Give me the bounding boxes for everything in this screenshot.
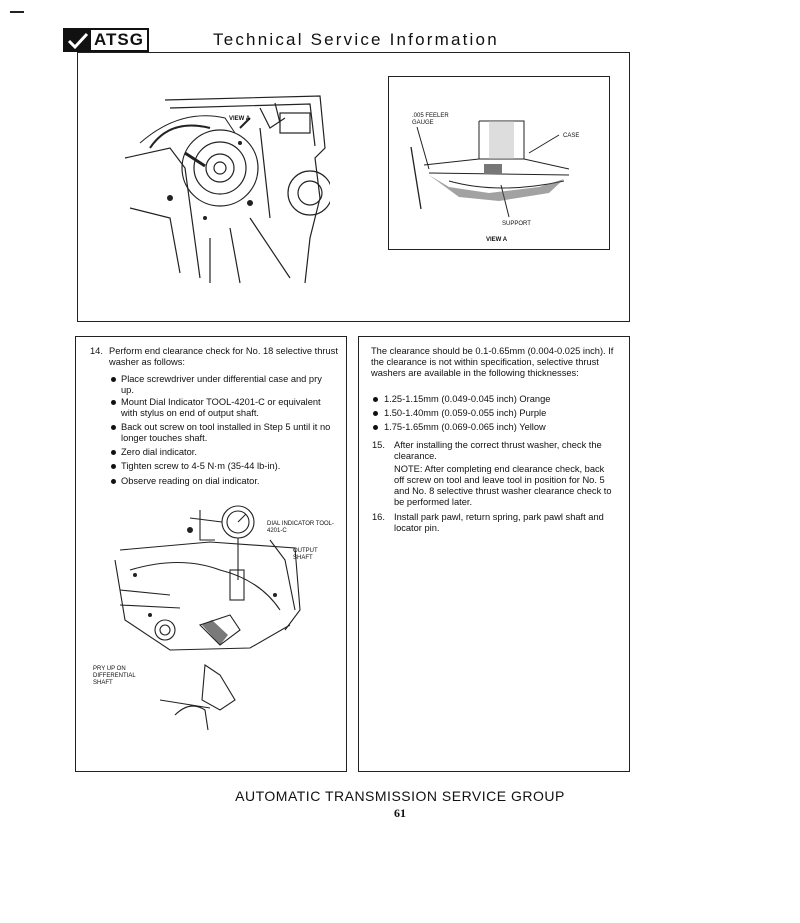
logo-text: ATSG: [94, 30, 144, 49]
inset-view-a-label: VIEW A: [486, 237, 508, 243]
step-16-number: 16.: [372, 512, 385, 522]
clearance-spec-text: The clearance should be 0.1-0.65mm (0.004-0.025 inch). If the clearance is not within specification, selective thrust washers are available in the following thicknesses:: [371, 346, 614, 378]
dial-indicator-illustration: [90, 500, 330, 740]
bullet-item: [111, 422, 336, 444]
bullet-text: Mount Dial Indicator TOOL-4201-C or equivalent with stylus on end of output shaft.: [121, 397, 321, 418]
atsg-logo: [63, 28, 149, 52]
step-16-text: Install park pawl, return spring, park pawl shaft and locator pin.: [394, 512, 604, 533]
transmission-case-illustration: [110, 88, 330, 288]
pry-up-label: PRY UP ON DIFFERENTIAL SHAFT: [93, 666, 136, 686]
bullet-icon: [111, 425, 116, 430]
page-number: 61: [394, 806, 406, 820]
bullet-item: [111, 447, 336, 458]
bullet-text: Zero dial indicator.: [121, 447, 197, 457]
feeler-gauge-label: .005 FEELER GAUGE: [412, 113, 449, 126]
bullet-icon: [111, 450, 116, 455]
thickness-text: 1.25-1.15mm (0.049-0.045 inch) Orange: [384, 394, 551, 404]
bullet-item: [111, 397, 336, 419]
bullet-icon: [111, 400, 116, 405]
bullet-item: [111, 374, 336, 396]
corner-mark: [10, 11, 24, 13]
feeler-gauge-diagram: [389, 77, 611, 251]
step-15-text: After installing the correct thrust washer, check the clearance.: [394, 440, 602, 461]
bullet-icon: [373, 397, 378, 402]
bullet-icon: [373, 425, 378, 430]
step-15-note: NOTE: After completing end clearance check, back off screw on tool and leave tool in position for No. 5 and No. 8 selective thrust washer clearance check to be performed later.: [394, 464, 612, 507]
bullet-text: Back out screw on tool installed in Step 5 until it no longer touches shaft.: [121, 422, 331, 443]
logo-check-icon: [65, 30, 91, 50]
dial-indicator-label: DIAL INDICATOR TOOL-4201-C: [267, 521, 335, 534]
view-a-label: VIEW A: [229, 116, 251, 122]
bullet-text: Tighten screw to 4-5 N·m (35-44 lb-in).: [121, 461, 281, 471]
thickness-text: 1.50-1.40mm (0.059-0.055 inch) Purple: [384, 408, 547, 418]
thickness-item: [373, 422, 613, 433]
bullet-text: Observe reading on dial indicator.: [121, 476, 260, 486]
bullet-icon: [111, 377, 116, 382]
step-15-number: 15.: [372, 440, 385, 450]
case-label: CASE: [563, 133, 580, 139]
bullet-item: [111, 461, 336, 472]
bullet-item: [111, 476, 336, 487]
view-a-inset: [388, 76, 610, 250]
page-title: Technical Service Information: [213, 30, 499, 49]
bullet-text: Place screwdriver under differential case and pry up.: [121, 374, 322, 395]
footer-org: AUTOMATIC TRANSMISSION SERVICE GROUP: [235, 788, 565, 804]
thickness-item: [373, 408, 613, 419]
thickness-item: [373, 394, 613, 405]
support-label: SUPPORT: [502, 221, 531, 227]
step-14-number: 14.: [90, 346, 103, 356]
thickness-text: 1.75-1.65mm (0.069-0.065 inch) Yellow: [384, 422, 546, 432]
bullet-icon: [111, 479, 116, 484]
bullet-icon: [111, 464, 116, 469]
output-shaft-label: OUTPUT SHAFT: [293, 548, 318, 561]
bullet-icon: [373, 411, 378, 416]
step-14-text: Perform end clearance check for No. 18 selective thrust washer as follows:: [109, 346, 338, 367]
